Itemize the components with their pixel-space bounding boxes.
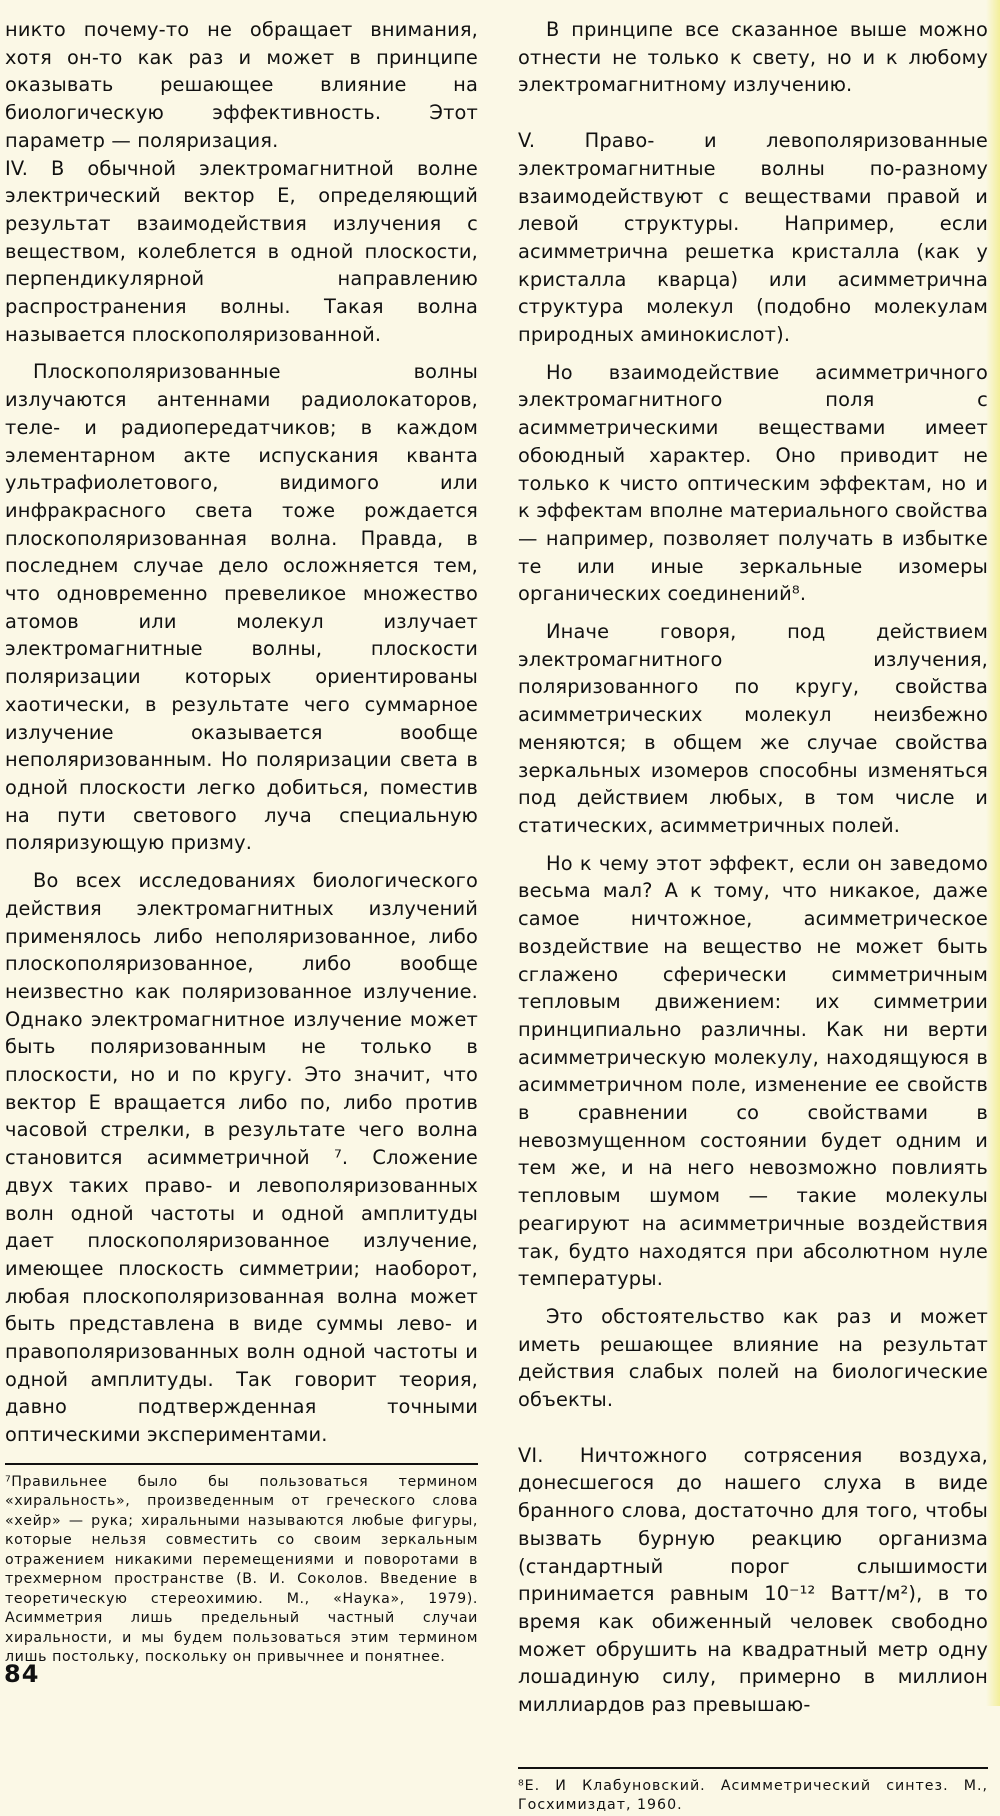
paragraph: В принципе все сказанное выше можно отнести не только к свету, но и к любому электромагнитному излучению.: [518, 18, 988, 97]
footnote-7: ⁷Правильнее было бы пользоваться термином «хиральность», произведенным от греческого слова «хейр» — рука; хиральными называются любые фигуры, которые нельзя совместить со своим зеркальным отражением никакими перемещениями и поворотами в трехмерном пространстве (В. И. Соколов. Введение в теоретическую стереохимию. М., «Наука», 1979). Асимметрия лишь предельный частный случаи хиральности, и мы будем пользоваться этим термином лишь постольку, поскольку он привычнее и понятнее.: [5, 1473, 478, 1666]
paragraph: Во всех исследованиях биологического действия электромагнитных излучений применялось либо неполяризованное, либо плоскополяризованное, либо вообще неизвестно как поляризованное излучение. Однако электромагнитное излучение может быть поляризованным не только в плоскости, но и по кругу. Это значит, что вектор Е вращается либо по, либо против часовой стрелки, в результате чего волна становится асимметричной ⁷. Сложение двух таких право- и левополяризованных волн одной частоты и одной амплитуды дает плоскополяризованное излучение, имеющее плоскость симметрии; наоборот, любая плоскополяризованная волна может быть представлена в виде суммы лево- и правополяризованных волн одной частоты и одной амплитуды. Так говорит теория, давно подтвержденная точными оптическими экспериментами.: [5, 869, 478, 1447]
paragraph-section-iv: IV. В обычной электромагнитной волне электрический вектор Е, определяющий результат взаимодействия излучения с веществом, колеблется в одной плоскости, перпендикулярной направлению распространения волны. Такая волна называется плоскополяризованной.: [5, 156, 478, 346]
footnote-divider: [518, 1767, 988, 1769]
paragraph: Иначе говоря, под действием электромагнитного излучения, поляризованного по кругу, свойства асимметрических молекул неизбежно меняются; в общем же случае свойства зеркальных изомеров способны изменяться под действием любых, в том числе и статических, асимметричных полей.: [518, 620, 988, 837]
page-number: 84: [4, 1660, 40, 1688]
paragraph: Это обстоятельство как раз и может иметь решающее влияние на результат действия слабых полей на биологические объекты.: [518, 1304, 988, 1412]
paragraph: никто почему-то не обращает внимания, хотя он-то как раз и может в принципе оказывать решающее влияние на биологическую эффективность. Этот параметр — поляризация.: [5, 18, 478, 152]
paragraph: Плоскополяризованные волны излучаются антеннами радиолокаторов, теле- и радиопередатчиков; в каждом элементарном акте испускания кванта ультрафиолетового, видимого или инфракрасного света тоже рождается плоскополяризованная волна. Правда, в последнем случае дело осложняется тем, что одновременно превеликое множество атомов или молекул излучает электромагнитные волны, плоскости поляризации которых ориентированы хаотически, в результате чего суммарное излучение оказывается вообще неполяризованным. Но поляризации света в одной плоскости легко добиться, поместив на пути светового луча специальную поляризующую призму.: [5, 360, 478, 855]
paragraph: Но к чему этот эффект, если он заведомо весьма мал? А к тому, что никакое, даже самое ничтожное, асимметрическое воздействие на вещество не может быть сглажено сферически симметричным тепловым движением: их симметрии принципиально различны. Как ни верти асимметрическую молекулу, находящуюся в асимметричном поле, изменение ее свойств в сравнении со свойствами в невозмущенном состоянии будет одним и тем же, и на него невозможно повлиять тепловым шумом — такие молекулы реагируют на асимметричные воздействия так, будто находятся при абсолютном нуле температуры.: [518, 851, 988, 1291]
paragraph: Но взаимодействие асимметричного электромагнитного поля с асимметрическими веществами имеет обоюдный характер. Оно приводит не только к чисто оптическим эффектам, но и к эффектам вполне материального свойства — например, позволяет получать в избытке те или иные зеркальные изомеры органических соединений⁸.: [518, 360, 988, 606]
paragraph-section-v: V. Право- и левополяризованные электромагнитные волны по-разному взаимодействуют с веществами правой и левой структуры. Например, если асимметрична решетка кристалла (как у кристалла кварца) или асимметрична структура молекул (подобно молекулам природных аминокислот).: [518, 129, 988, 347]
page-edge-tint: [986, 0, 1000, 1706]
footnote-divider: [5, 1463, 478, 1465]
left-column: [5, 16, 478, 1668]
paragraph-section-vi: VI. Ничтожного сотрясения воздуха, донесшегося до нашего слуха в виде бранного слова, достаточно для того, чтобы вызвать бурную реакцию организма (стандартный порог слышимости принимается равным 10⁻¹² Ватт/м²), в то время как обиженный человек свободно может обрушить на квадратный метр одну лошадиную силу, примерно в миллион миллиардов раз превышаю-: [518, 1443, 988, 1717]
right-column: [518, 16, 988, 1816]
footnote-8: ⁸Е. И Клабуновский. Асимметрический синтез. М., Госхимиздат, 1960.: [518, 1777, 988, 1814]
